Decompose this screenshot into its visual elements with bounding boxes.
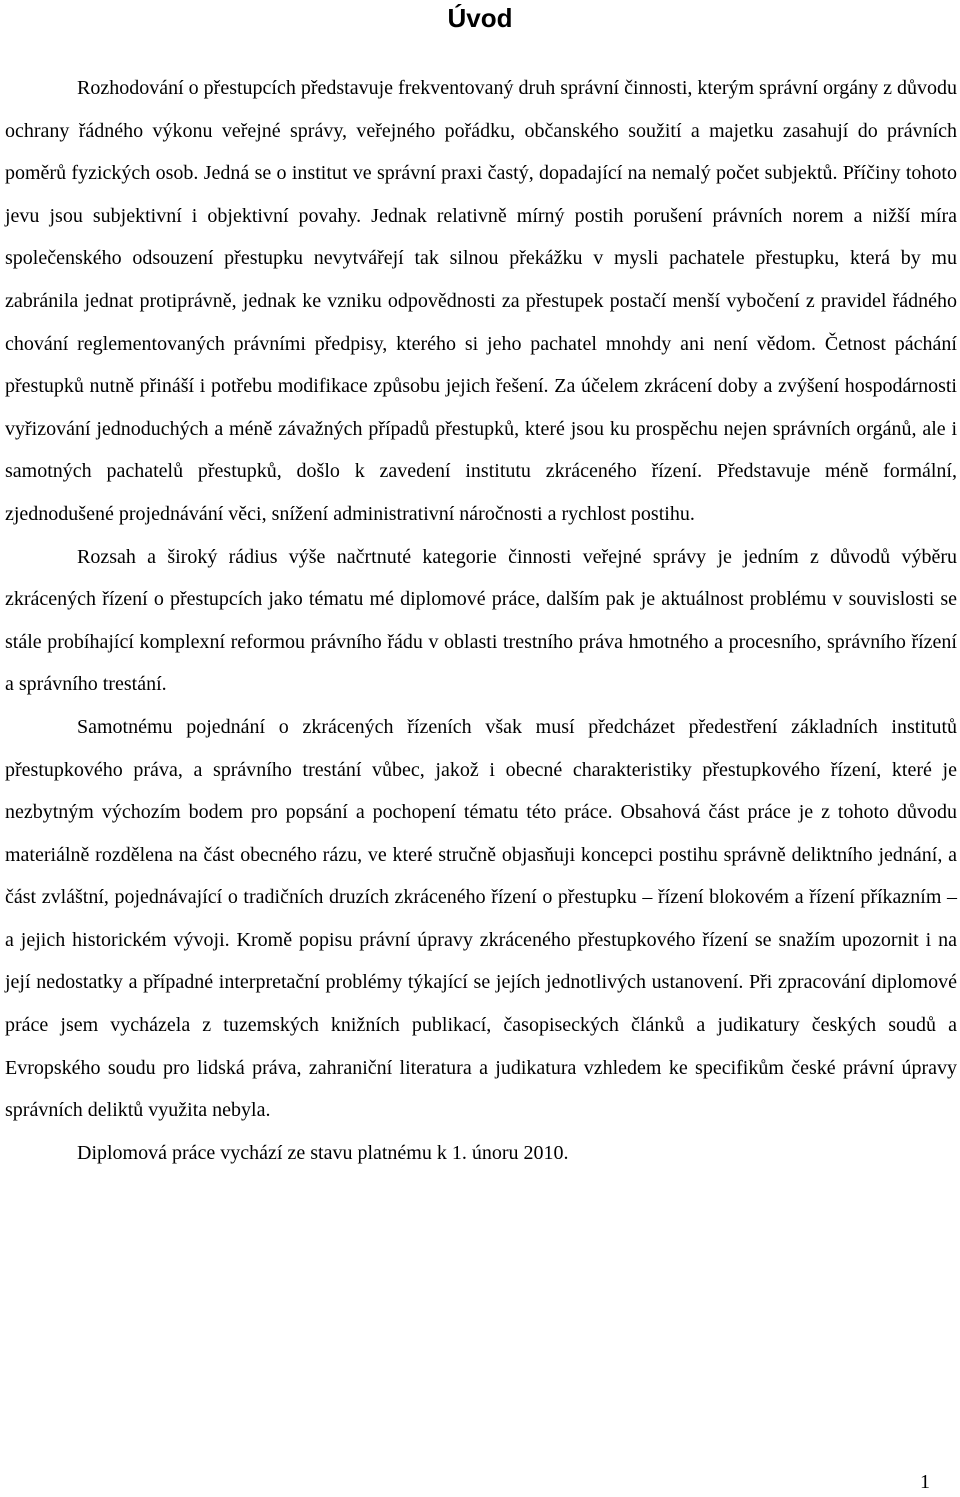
paragraph-introduction: Rozhodování o přestupcích představuje frekventovaný druh správní činnosti, kterým správní orgány z důvodu ochrany řádného výkonu veřejné správy, veřejného pořádku, občanského soužití a majetku zasahují do právních poměrů fyzických osob. Jedná se o institut ve správní praxi častý, dopadající na nemalý počet subjektů. Příčiny tohoto jevu jsou subjektivní i objektivní povahy. Jednak relativně mírný postih porušení právních norem a nižší míra společenského odsouzení přestupku nevytvářejí tak silnou překážku v mysli pachatele přestupku, která by mu zabránila jednat protiprávně, jednak ke vzniku odpovědnosti za přestupek postačí menší vybočení z pravidel řádného chování reglementovaných právními předpisy, kterého si jeho pachatel mnohdy ani není vědom. Četnost páchání přestupků nutně přináší i potřebu modifikace způsobu jejich řešení. Za účelem zkrácení doby a zvýšení hospodárnosti vyřizování jednoduchých a méně závažných případů přestupků, které jsou ku prospěchu nejen správních orgánů, ale i samotných pachatelů přestupků, došlo k zavedení institutu zkráceného řízení. Představuje méně formální, zjednodušené projednávání věci, snížení administrativní náročnosti a rychlost postihu.	[5, 77, 957, 525]
paragraph-topic-reason: Rozsah a široký rádius výše načrtnuté kategorie činnosti veřejné správy je jedním z důvodů výběru zkrácených řízení o přestupcích jako tématu mé diplomové práce, dalším pak je aktuálnost problému v souvislosti se stále probíhající komplexní reformou právního řádu v oblasti trestního práva hmotného a procesního, správního řízení a správního trestání.	[5, 545, 957, 696]
document-body	[5, 67, 957, 1174]
page-number: 1	[920, 1471, 930, 1493]
paragraph-structure: Samotnému pojednání o zkrácených řízeních však musí předcházet předestření základních institutů přestupkového práva, a správního trestání vůbec, jakož i obecné charakteristiky přestupkového řízení, které je nezbytným výchozím bodem pro popsání a pochopení tématu této práce. Obsahová část práce je z tohoto důvodu materiálně rozdělena na část obecného rázu, ve které stručně objasňuji koncepci postihu správně deliktního jednání, a část zvláštní, pojednávající o tradičních druzích zkráceného řízení o přestupku – řízení blokovém a řízení příkazním – a jejich historickém vývoji. Kromě popisu právní úpravy zkráceného přestupkového řízení se snažím upozornit i na její nedostatky a případné interpretační problémy týkající se jejích jednotlivých ustanovení. Při zpracování diplomové práce jsem vycházela z tuzemských knižních publikací, časopiseckých článků a judikatury českých soudů a Evropského soudu pro lidská práva, zahraniční literatura a judikatura vzhledem ke specifikům české právní úpravy správních deliktů využita nebyla.	[5, 715, 957, 1122]
paragraph-legal-state: Diplomová práce vychází ze stavu platnému k 1. únoru 2010.	[77, 1141, 569, 1164]
page-title: Úvod	[447, 3, 513, 33]
